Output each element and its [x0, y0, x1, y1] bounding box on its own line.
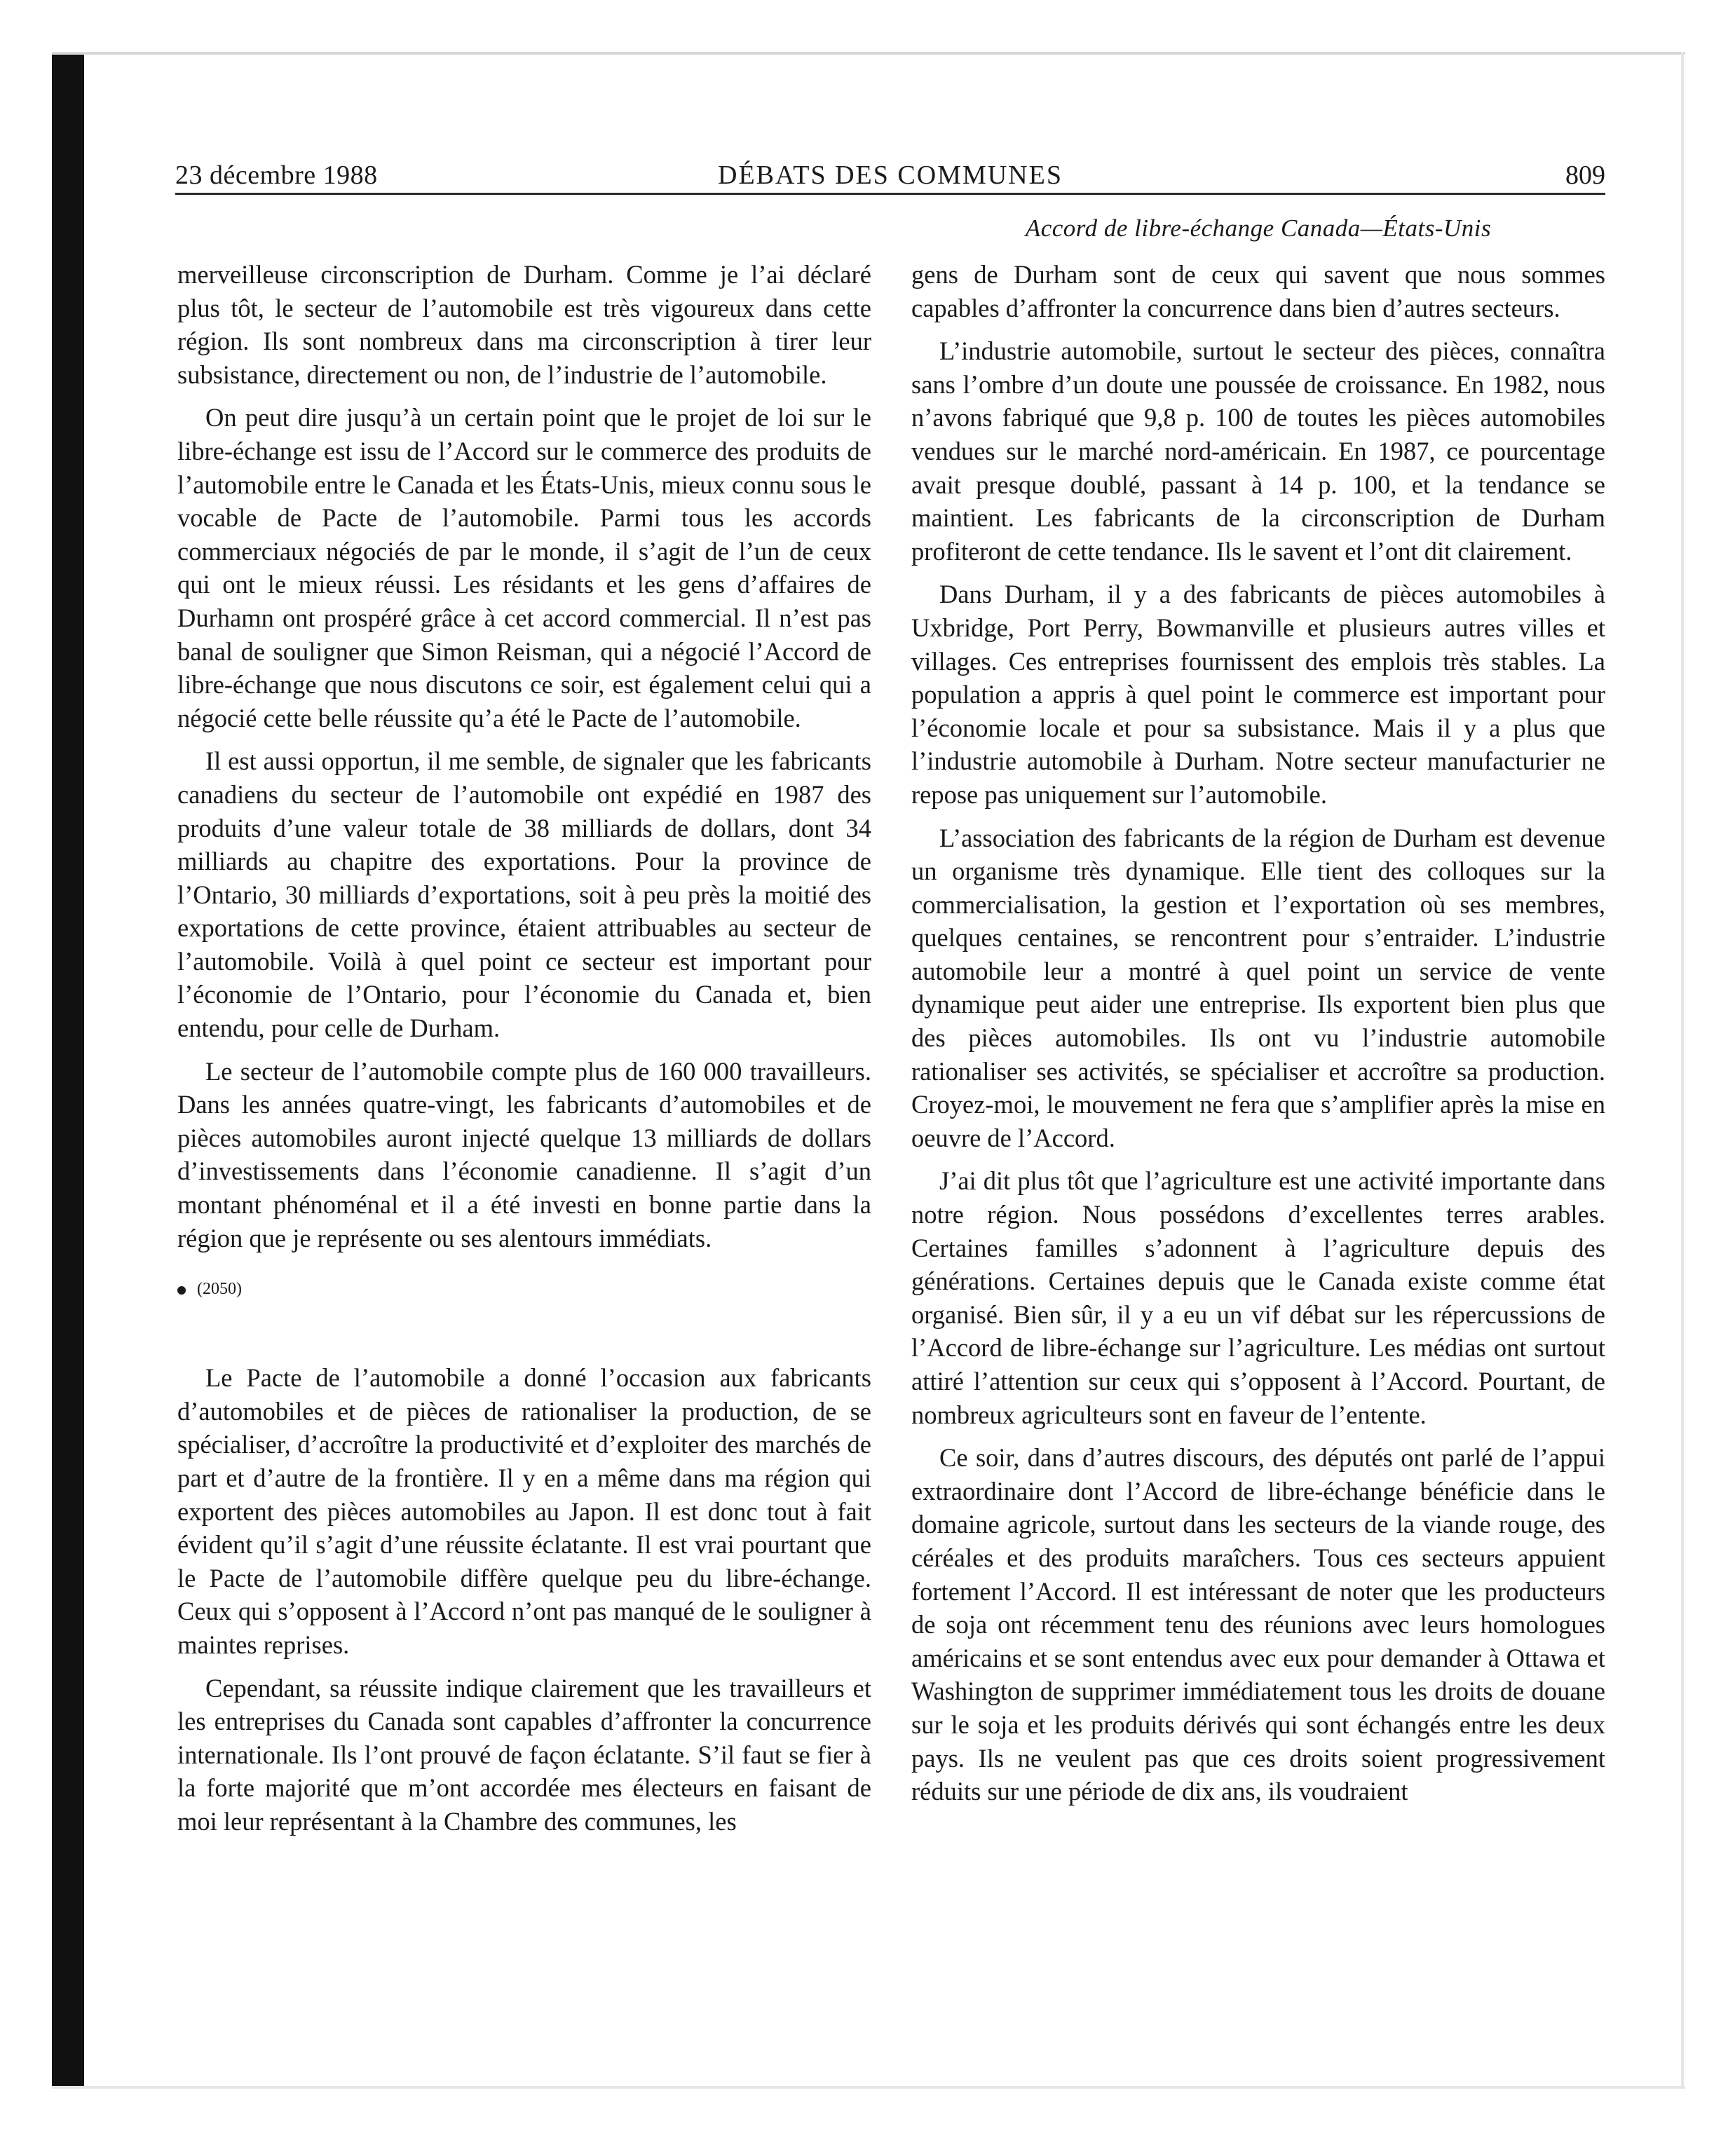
scan-border-right [1681, 52, 1684, 2089]
header-date: 23 décembre 1988 [175, 161, 378, 190]
scan-border-left [52, 52, 84, 2089]
paragraph: gens de Durham sont de ceux qui savent que nous sommes capables d’affronter la concurrence dans bien d’autres secteurs. [911, 260, 1605, 322]
scan-border-top [52, 52, 1685, 55]
scan-border-bottom [52, 2086, 1685, 2089]
page-header [175, 156, 1605, 195]
right-column [911, 258, 1605, 1818]
paragraph: merveilleuse circonscription de Durham. Comme je l’ai déclaré plus tôt, le secteur de l’automobile est très vigoureux dans cette région. Ils sont nombreux dans ma circonscription à tirer leur subsistance, directement ou non, de l’industrie de l’automobile. [177, 260, 871, 389]
page-number: 809 [1565, 161, 1605, 190]
paragraph: Il est aussi opportun, il me semble, de signaler que les fabricants canadiens du secteur de l’automobile ont expédié en 1987 des produits d’une valeur totale de 38 milliards de dollars, dont 34 milliards au chapitre des exportations. Pour la province de l’Ontario, 30 milliards d’exportations, soit à peu près la moitié des exportations de cette province, étaient attribuables au secteur de l’automobile. Voilà à quel point ce secteur est important pour l’économie de l’Ontario, pour l’économie du Canada et, bien entendu, pour celle de Durham. [177, 746, 871, 1043]
paragraph: L’association des fabricants de la région de Durham est devenue un organisme très dynamique. Elle tient des colloques sur la commercialisation, la gestion et l’exportation où ses membres, quelques centaines, se rencontrent pour s’entraider. L’industrie automobile leur a montré à quel point un service de vente dynamique peut aider une entreprise. Ils exportent bien plus que des pièces automobiles. Ils ont vu l’industrie automobile rationaliser ses activités, se spécialiser et accroître sa production. Croyez-moi, le mouvement ne fera que s’amplifier après la mise en oeuvre de l’Accord. [911, 823, 1605, 1152]
paragraph: Le Pacte de l’automobile a donné l’occasion aux fabricants d’automobiles et de pièces de rationaliser la production, de se spécialiser, d’accroître la productivité et d’exploiter des marchés de part et d’autre de la frontière. Il y en a même dans ma région qui exportent des pièces automobiles au Japon. Il est donc tout à fait évident qu’il s’agit d’une réussite éclatante. Il est vrai pourtant que le Pacte de l’automobile diffère quelque peu du libre-échange. Ceux qui s’opposent à l’Accord n’ont pas manqué de le souligner à maintes reprises. [177, 1363, 871, 1659]
header-rule [175, 193, 1605, 195]
paragraph: Ce soir, dans d’autres discours, des députés ont parlé de l’appui extraordinaire dont l’Accord de libre-échange bénéficie dans le domaine agricole, surtout dans les secteurs de la viande rouge, des céréales et des produits maraîchers. Tous ces secteurs appuient fortement l’Accord. Il est intéressant de noter que les producteurs de soja ont récemment tenu des réunions avec leurs homologues américains et se sont entendus avec eux pour demander à Ottawa et Washington de supprimer immédiatement tous les droits de douane sur le soja et les produits dérivés qui sont échangés entre les deux pays. Ils ne veulent pas que ces droits soient progressivement réduits sur une période de dix ans, ils voudraient [911, 1443, 1605, 1806]
paragraph: Cependant, sa réussite indique clairement que les travailleurs et les entreprises du Canada sont capables d’affronter la concurrence internationale. Ils l’ont prouvé de façon éclatante. S’il faut se fier à la forte majorité que m’ont accordée mes électeurs en faisant de moi leur représentant à la Chambre des communes, les [177, 1673, 871, 1836]
paragraph: L’industrie automobile, surtout le secteur des pièces, connaîtra sans l’ombre d’un doute une poussée de croissance. En 1982, nous n’avons fabriqué que 9,8 p. 100 de toutes les pièces automobiles vendues sur le marché nord-américain. En 1987, ce pourcentage avait presque doublé, passant à 14 p. 100, et la tendance se maintient. Les fabricants de la circonscription de Durham profiteront de cette tendance. Ils le savent et l’ont dit clairement. [911, 336, 1605, 566]
paragraph: On peut dire jusqu’à un certain point que le projet de loi sur le libre-échange est issu de l’Accord sur le commerce des produits de l’automobile entre le Canada et les États-Unis, mieux connu sous le vocable de Pacte de l’automobile. Parmi tous les accords commerciaux négociés de par le monde, il s’agit de l’un de ceux qui ont le mieux réussi. Les résidants et les gens d’affaires de Durhamn ont prospéré grâce à cet accord commercial. Il n’est pas banal de souligner que Simon Reisman, qui a négocié l’Accord de libre-échange que nous discutons ce soir, est également celui qui a négocié cette belle réussite qu’a été le Pacte de l’automobile. [177, 403, 871, 732]
timestamp-text: (2050) [197, 1280, 242, 1299]
paragraph: Le secteur de l’automobile compte plus de 160 000 travailleurs. Dans les années quatre-vingt, les fabricants d’automobiles et de pièces automobiles auront injecté quelque 13 milliards de dollars d’investissements dans l’économie canadienne. Il s’agit d’un montant phénoménal et il a été investi en bonne partie dans la région que je représente ou ses alentours immédiats. [177, 1056, 871, 1253]
header-title: DÉBATS DES COMMUNES [718, 161, 1063, 190]
paragraph: J’ai dit plus tôt que l’agriculture est une activité importante dans notre région. Nous possédons d’excellentes terres arables. Certaines familles s’adonnent à l’agriculture depuis des générations. Certaines depuis que le Canada existe comme état organisé. Bien sûr, il y a eu un vif débat sur les répercussions de l’Accord de libre-échange sur l’agriculture. Les médias ont surtout attiré l’attention sur ceux qui s’opposent à l’Accord. Pourtant, de nombreux agriculteurs sont en faveur de l’entente. [911, 1166, 1605, 1429]
left-column [177, 258, 871, 1848]
running-head: Accord de libre-échange Canada—États-Unis [1025, 214, 1492, 242]
bullet-icon [177, 1286, 186, 1295]
timestamp-marker [177, 1278, 871, 1299]
paragraph: Dans Durham, il y a des fabricants de pièces automobiles à Uxbridge, Port Perry, Bowmanville et plusieurs autres villes et villages. Ces entreprises fournissent des emplois très stables. La population a appris à quel point le commerce est important pour l’économie locale et pour sa subsistance. Mais il y a plus que l’industrie automobile à Durham. Notre secteur manufacturier ne repose pas uniquement sur l’automobile. [911, 580, 1605, 809]
